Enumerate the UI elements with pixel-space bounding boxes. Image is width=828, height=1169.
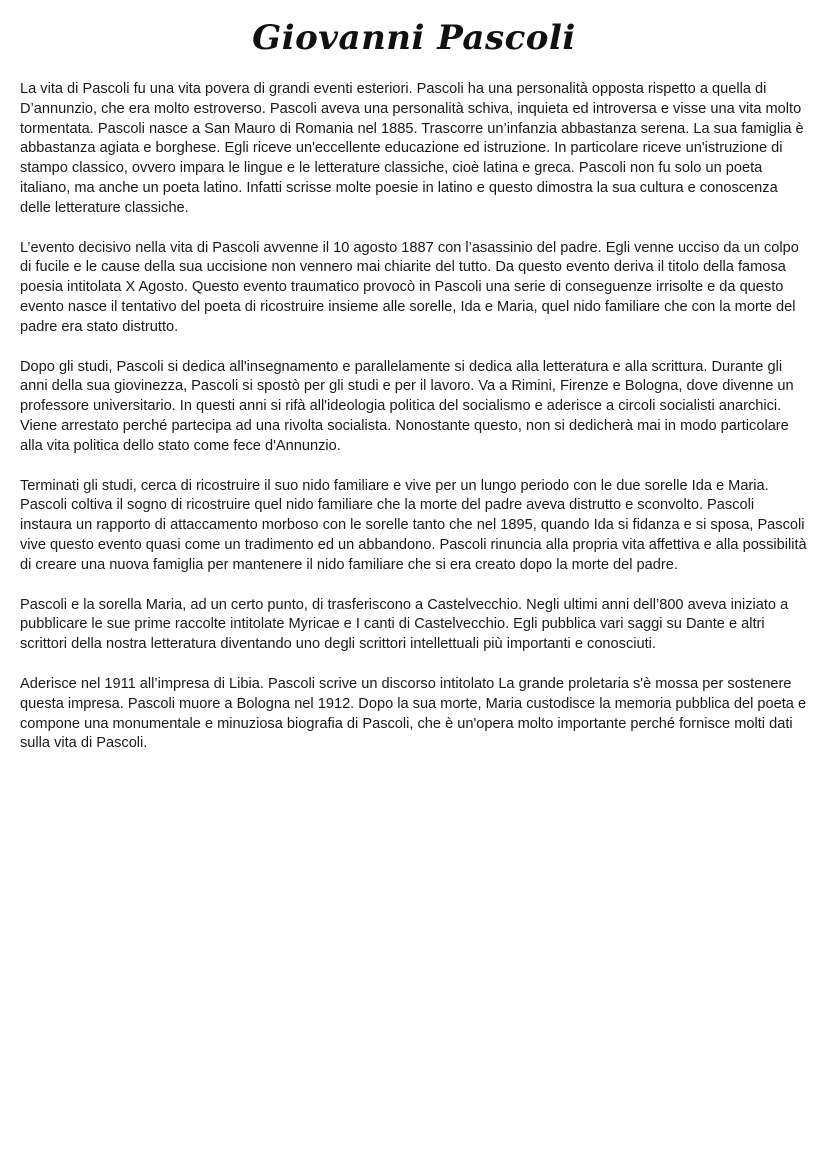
paragraph: Pascoli e la sorella Maria, ad un certo punto, di trasferiscono a Castelvecchio. Negli ultimi anni dell’800 aveva iniziato a pubblicare le sue prime raccolte intitolate Myricae e I canti di Castelvecchio. Egli pubblica vari saggi su Dante e altri scrittori della nostra letteratura diventando uno degli scrittori intellettuali più importanti e conosciuti. (20, 596, 789, 653)
paragraph: L’evento decisivo nella vita di Pascoli avvenne il 10 agosto 1887 con l’asassinio del padre. Egli venne ucciso da un colpo di fucile e le cause della sua uccisione non vennero mai chiarite del tutto. Da questo evento deriva il titolo della famosa poesia intitolata X Agosto. Questo evento traumatico provocò in Pascoli una serie di conseguenze irrisolte e da questo evento nasce il tentativo del poeta di ricostruire insieme alle sorelle, Ida e Maria, quel nido familiare che con la morte del padre era stato distrutto. (20, 239, 799, 335)
page-title: Giovanni Pascoli (252, 18, 576, 58)
paragraph: Dopo gli studi, Pascoli si dedica all'insegnamento e parallelamente si dedica alla letteratura e alla scrittura. Durante gli anni della sua giovinezza, Pascoli si spostò per gli studi e per il lavoro. Va a Rimini, Firenze e Bologna, dove divenne un professore universitario. In questi anni si rifà all'ideologia politica del socialismo e aderisce a circoli socialisti anarchici. Viene arrestato perché partecipa ad una rivolta socialista. Nonostante questo, non si dedicherà mai in modo particolare alla vita politica dello stato come fece d'Annunzio. (20, 358, 794, 454)
paragraph: La vita di Pascoli fu una vita povera di grandi eventi esteriori. Pascoli ha una personalità opposta rispetto a quella di D’annunzio, che era molto estroverso. Pascoli aveva una personalità schiva, inquieta ed introversa e visse una vita molto tormentata. Pascoli nasce a San Mauro di Romania nel 1885. Trascorre un’infanzia abbastanza serena. La sua famiglia è abbastanza agiata e borghese. Egli riceve un'eccellente educazione ed istruzione. In particolare riceve un'istruzione di stampo classico, ovvero impara le lingue e le letterature classiche, cioè latina e greca. Pascoli non fu solo un poeta italiano, ma anche un poeta latino. Infatti scrisse molte poesie in latino e questo dimostra la sua cultura e conoscenza delle letterature classiche. (20, 81, 804, 216)
paragraph: Aderisce nel 1911 all’impresa di Libia. Pascoli scrive un discorso intitolato La grande proletaria s'è mossa per sostenere questa impresa. Pascoli muore a Bologna nel 1912. Dopo la sua morte, Maria custodisce la memoria pubblica del poeta e compone una monumentale e minuziosa biografia di Pascoli, che è un'opera molto importante perché fornisce molti dati sulla vita di Pascoli. (20, 675, 807, 752)
document-body (20, 80, 808, 774)
paragraph: Terminati gli studi, cerca di ricostruire il suo nido familiare e vive per un lungo periodo con le due sorelle Ida e Maria. Pascoli coltiva il sogno di ricostruire quel nido familiare che la morte del padre aveva distrutto e sconvolto. Pascoli instaura un rapporto di attaccamento morboso con le sorelle tanto che nel 1895, quando Ida si fidanza e si sposa, Pascoli vive questo evento quasi come un tradimento ed un abbandono. Pascoli rinuncia alla propria vita affettiva e alla possibilità di creare una nuova famiglia per mantenere il nido familiare che si era creato dopo la morte del padre. (20, 477, 807, 573)
